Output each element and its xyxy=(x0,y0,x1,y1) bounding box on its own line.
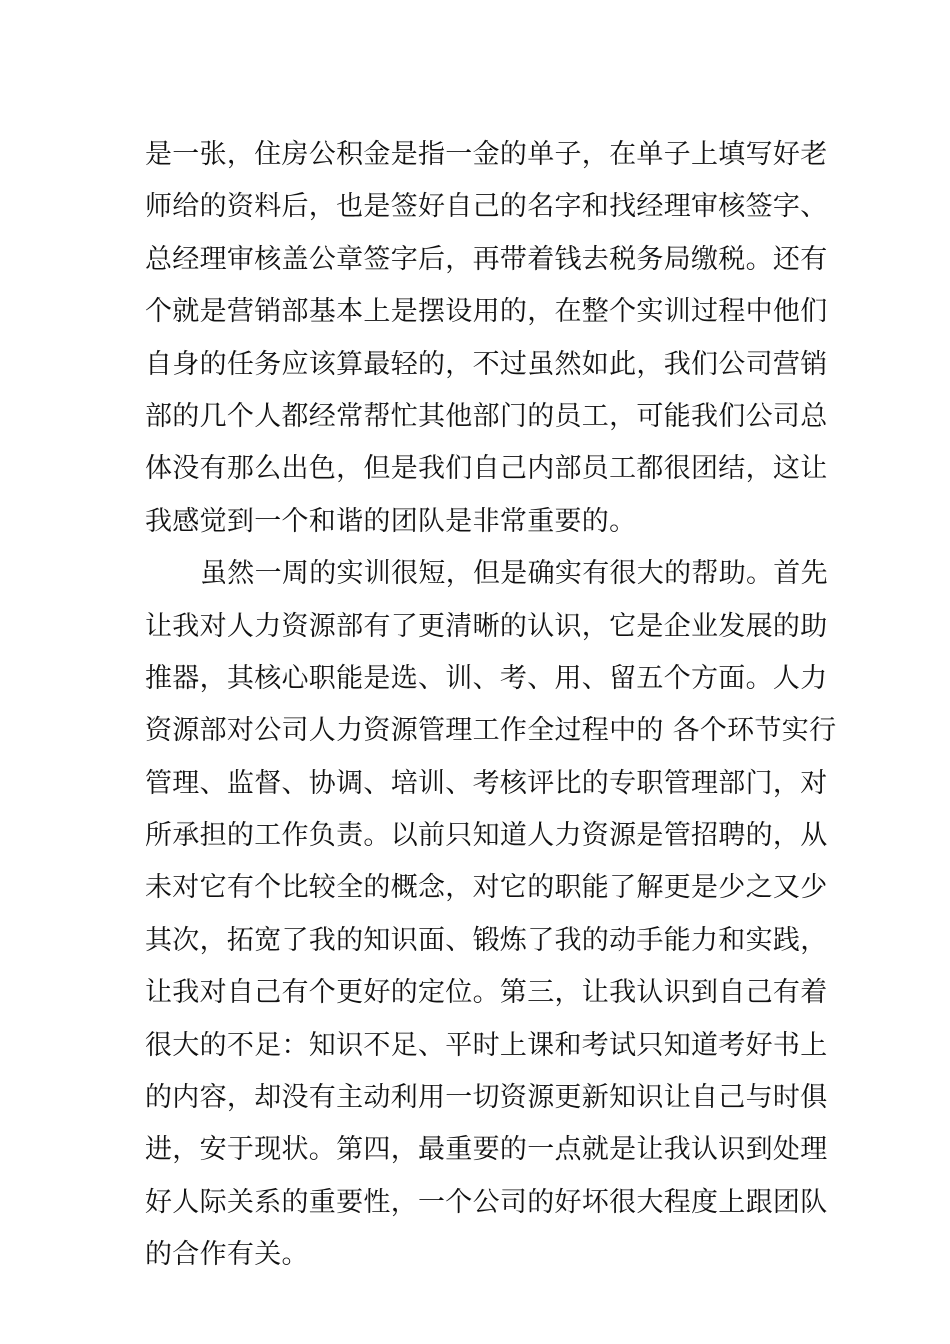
text-line: 好人际关系的重要性，一个公司的好坏很大程度上跟团队 xyxy=(145,1186,828,1218)
document-body xyxy=(145,129,837,1282)
text-line: 推器，其核心职能是选、训、考、用、留五个方面。人力 xyxy=(145,662,828,694)
paragraph-2 xyxy=(145,548,837,1281)
paragraph-1 xyxy=(145,129,828,548)
text-line: 进，安于现状。第四，最重要的一点就是让我认识到处理 xyxy=(145,1134,828,1166)
text-line: 让我对人力资源部有了更清晰的认识，它是企业发展的助 xyxy=(145,610,828,642)
text-line: 师给的资料后，也是签好自己的名字和找经理审核签字、 xyxy=(145,191,828,223)
text-line: 未对它有个比较全的概念，对它的职能了解更是少之又少 xyxy=(145,872,828,904)
text-line: 很大的不足：知识不足、平时上课和考试只知道考好书上 xyxy=(145,1029,828,1061)
text-line: 我感觉到一个和谐的团队是非常重要的。 xyxy=(145,505,637,537)
text-line: 个就是营销部基本上是摆设用的，在整个实训过程中他们 xyxy=(145,296,828,328)
text-line-indented: 虽然一周的实训很短，但是确实有很大的帮助。首先 xyxy=(200,558,828,590)
text-line: 是一张，住房公积金是指一金的单子，在单子上填写好老 xyxy=(145,139,828,170)
text-line: 总经理审核盖公章签字后，再带着钱去税务局缴税。还有 xyxy=(145,243,828,275)
text-line: 其次，拓宽了我的知识面、锻炼了我的动手能力和实践， xyxy=(145,924,828,956)
text-line: 资源部对公司人力资源管理工作全过程中的 各个环节实行 xyxy=(145,715,837,747)
text-line: 所承担的工作负责。以前只知道人力资源是管招聘的，从 xyxy=(145,820,828,852)
text-line: 体没有那么出色，但是我们自己内部员工都很团结，这让 xyxy=(145,453,828,485)
text-line: 的合作有关。 xyxy=(145,1239,309,1271)
text-line: 自身的任务应该算最轻的，不过虽然如此，我们公司营销 xyxy=(145,348,828,380)
text-line: 让我对自己有个更好的定位。第三，让我认识到自己有着 xyxy=(145,977,828,1009)
text-line: 部的几个人都经常帮忙其他部门的员工，可能我们公司总 xyxy=(145,400,828,432)
text-line: 的内容，却没有主动利用一切资源更新知识让自己与时俱 xyxy=(145,1082,828,1114)
text-line: 管理、监督、协调、培训、考核评比的专职管理部门，对 xyxy=(145,767,828,799)
